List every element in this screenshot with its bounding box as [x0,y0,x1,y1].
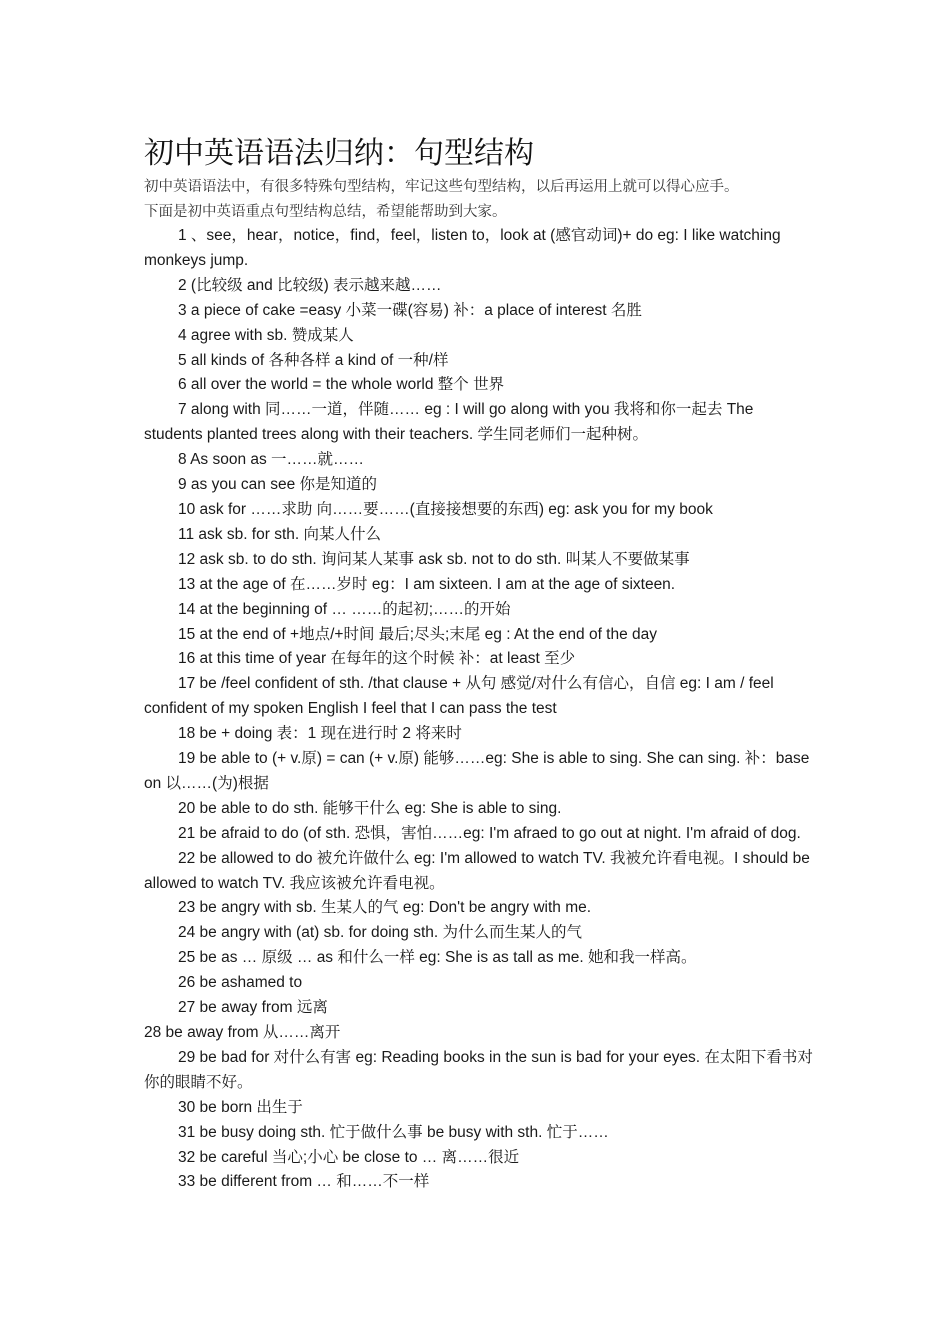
list-item: 30 be born 出生于 [178,1098,303,1116]
list-item: 12 ask sb. to do sth. 询问某人某事 ask sb. not to do sth. 叫某人不要做某事 [178,550,690,568]
list-item: 18 be + doing 表：1 现在进行时 2 将来时 [178,725,462,743]
list-item: 21 be afraid to do (of sth. 恐惧，害怕……eg: I'm afraed to go out at night. I'm afraid of dog. [178,824,801,842]
list-item: 23 be angry with sb. 生某人的气 eg: Don't be angry with me. [178,899,592,917]
intro-line: 下面是初中英语重点句型结构总结，希望能帮助到大家。 [144,204,507,220]
list-item: 8 As soon as 一……就…… [178,451,365,469]
list-item: 22 be allowed to do 被允许做什么 eg: I'm allowed to watch TV. 我被允许看电视。I should be allowed to watch TV. 我应该被允许看电视。 [144,849,810,892]
list-item: 1 、see，hear，notice，find，feel，listen to，look at (感官动词)+ do eg: I like watching monkeys jump. [144,227,781,269]
intro-line: 初中英语语法中，有很多特殊句型结构，牢记这些句型结构，以后再运用上就可以得心应手。 [144,179,739,195]
list-item: 5 all kinds of 各种各样 a kind of 一种/样 [178,351,449,369]
list-item: 26 be ashamed to [178,974,303,992]
list-item: 31 be busy doing sth. 忙于做什么事 be busy with sth. 忙于…… [178,1123,609,1141]
list-item: 3 a piece of cake =easy 小菜一碟(容易) 补：a place of interest 名胜 [178,301,642,319]
list-item: 19 be able to (+ v.原) = can (+ v.原) 能够……eg: She is able to sing. She can sing. 补：base on 以……(为)根据 [144,750,810,792]
list-item: 15 at the end of +地点/+时间 最后;尽头;末尾 eg : At the end of the day [178,625,658,643]
list-item: 24 be angry with (at) sb. for doing sth. 为什么而生某人的气 [178,924,582,942]
list-item: 16 at this time of year 在每年的这个时候 补：at least 至少 [178,650,576,668]
list-item: 2 (比较级 and 比较级) 表示越来越…… [178,276,442,294]
list-item: 27 be away from 远离 [178,999,328,1017]
list-item: 6 all over the world = the whole world 整个 世界 [178,376,505,394]
list-item: 20 be able to do sth. 能够干什么 eg: She is able to sing. [178,799,562,817]
list-item: 13 at the age of 在……岁时 eg：I am sixteen. I am at the age of sixteen. [178,575,676,593]
intro-paragraph [144,175,814,225]
list-item: 14 at the beginning of … ……的起初;……的开始 [178,600,511,618]
list-item: 10 ask for ……求助 向……要……(直接接想要的东西) eg: ask you for my book [178,500,713,518]
list-item: 9 as you can see 你是知道的 [178,476,377,494]
list-item: 32 be careful 当心;小心 be close to … 离……很近 [178,1148,520,1166]
phrase-list [144,224,816,1195]
page-title: 初中英语语法归纳：句型结构 [144,136,534,171]
list-item: 4 agree with sb. 赞成某人 [178,326,354,344]
list-item: 7 along with 同……一道，伴随…… eg : I will go along with you 我将和你一起去 The students planted trees along with their teachers. 学生同老师们一起种树。 [144,401,754,444]
list-item: 25 be as … 原级 … as 和什么一样 eg: She is as tall as me. 她和我一样高。 [178,949,697,967]
list-item: 28 be away from 从……离开 [144,1024,341,1041]
list-item: 29 be bad for 对什么有害 eg: Reading books in the sun is bad for your eyes. 在太阳下看书对你的眼睛不好。 [144,1048,813,1091]
list-item: 17 be /feel confident of sth. /that clause + 从句 感觉/对什么有信心，自信 eg: I am / feel confident of my spoken English I feel that I can pass the test [144,675,774,718]
list-item: 11 ask sb. for sth. 向某人什么 [178,525,381,543]
list-item: 33 be different from … 和……不一样 [178,1173,430,1191]
